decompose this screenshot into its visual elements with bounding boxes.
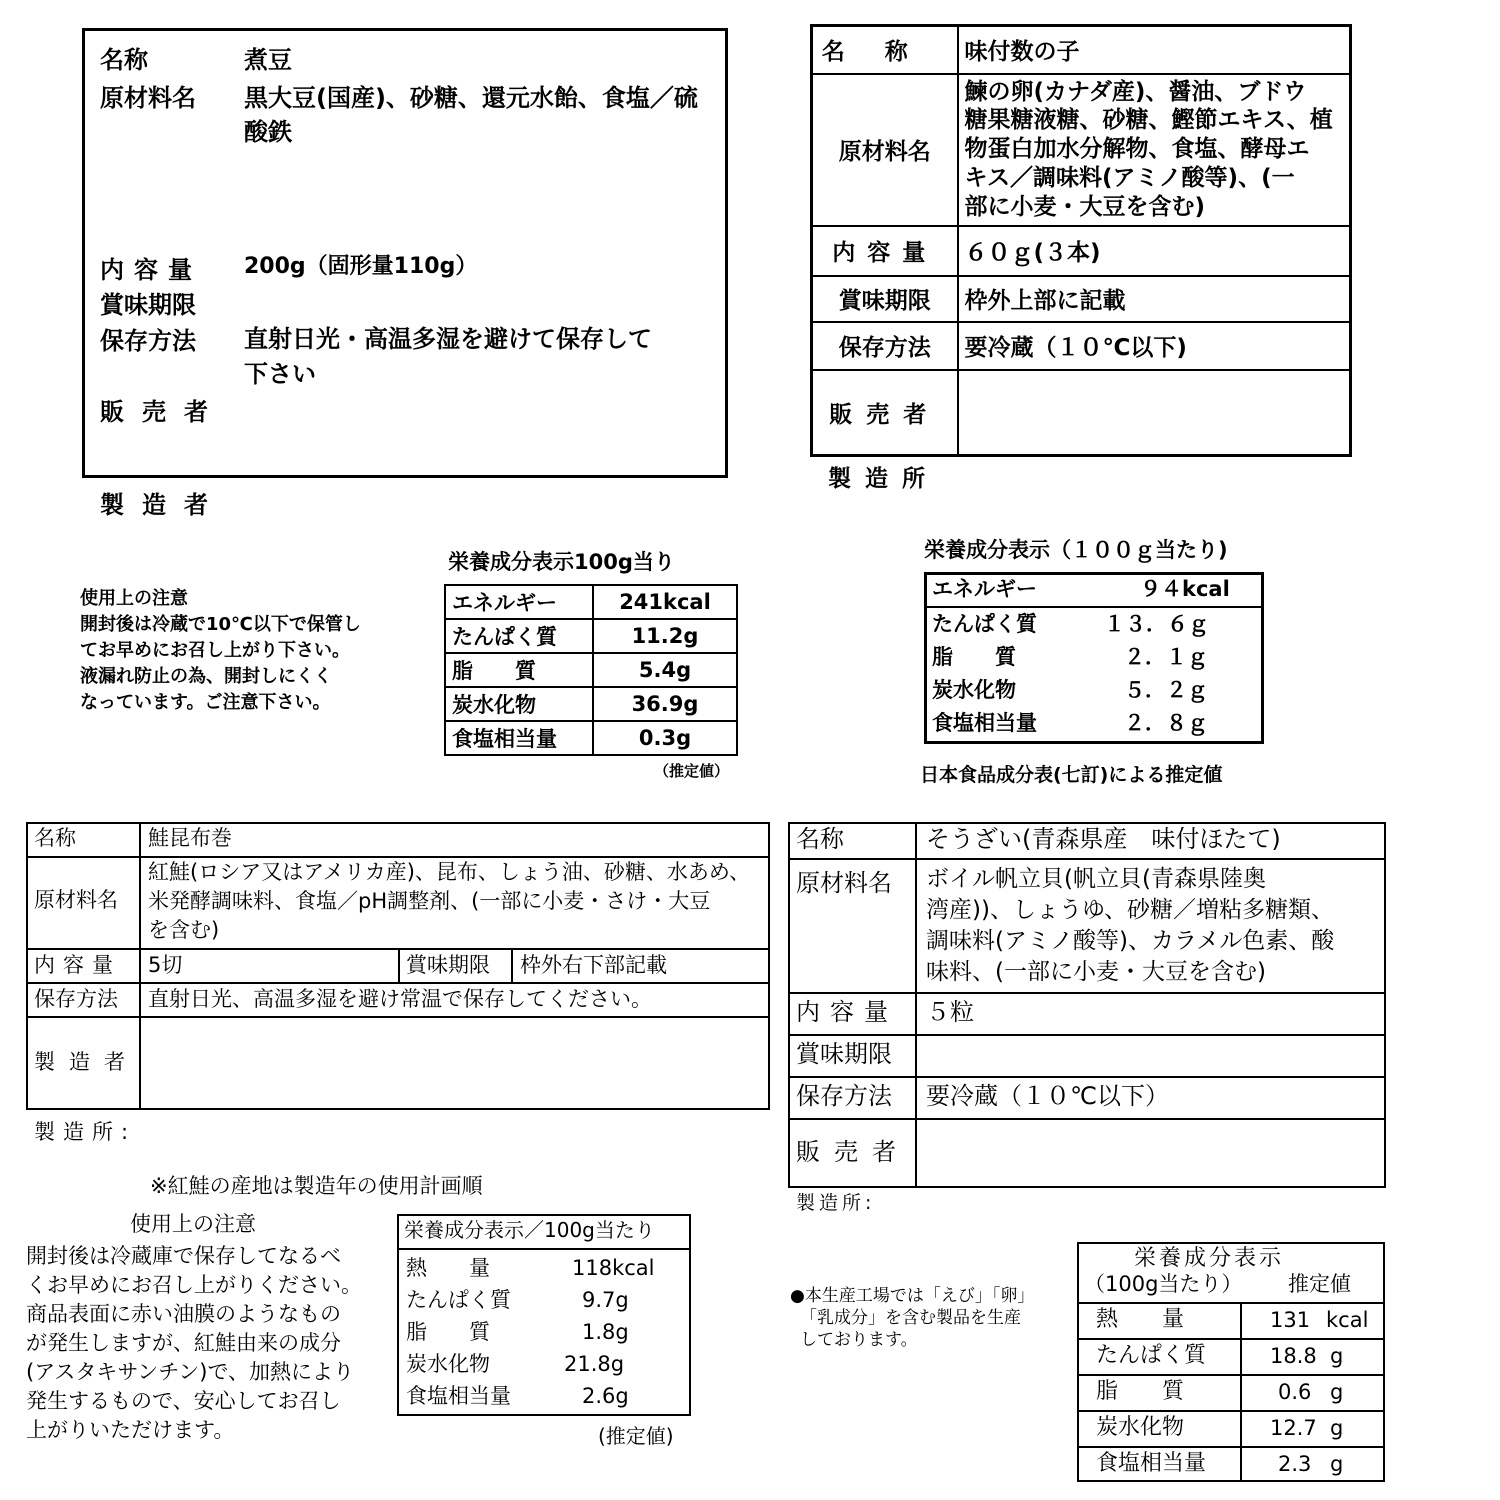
nutrition-value: 2.6g <box>582 1384 629 1408</box>
label-3-ingredients-label: 原材料名 <box>34 888 118 912</box>
nutrition-value: ２．８ｇ <box>1124 711 1208 735</box>
label-2-content: ６０ｇ(３本) <box>958 226 1351 276</box>
label-4-allergen-line2: 「乳成分」を含む製品を生産 <box>800 1308 1021 1328</box>
label-4-content-label: 内容量 <box>796 998 898 1026</box>
label-3-caution-line3: 商品表面に赤い油膜のようなもの <box>26 1302 341 1326</box>
table-row <box>445 687 737 721</box>
label-1-caution-line1: 開封後は冷蔵で10℃以下で保管し <box>80 614 361 635</box>
label-3-caution-line1: 開封後は冷蔵庫で保存してなるべ <box>26 1244 341 1268</box>
column-divider <box>915 822 917 1188</box>
nutrition-label: たんぱく質 <box>1096 1343 1207 1368</box>
label-1-best-before-label: 賞味期限 <box>100 291 196 319</box>
ingredients-line: 物蛋白加水分解物、食塩、酵母エ <box>964 136 1310 163</box>
nutrition-label: 食塩相当量 <box>445 721 593 755</box>
nutrition-unit: kcal <box>1326 1308 1369 1332</box>
label-1-caution-line2: てお早めにお召し上がり下さい。 <box>80 640 350 661</box>
label-1-name: 煮豆 <box>244 46 292 74</box>
nutrition-label: 炭水化物 <box>932 678 1016 702</box>
label-4-ingredients-line4: 味料、(一部に小麦・大豆を含む) <box>926 959 1266 985</box>
nutrition-label: 炭水化物 <box>445 687 593 721</box>
row-divider <box>26 856 770 858</box>
ingredients-line: 部に小麦・大豆を含む) <box>964 193 1206 220</box>
nutrition-label: 熱 量 <box>406 1256 490 1280</box>
label-4-ingredients-line2: 湾産))、しょうゆ、砂糖／増粘多糖類、 <box>926 897 1335 923</box>
column-divider <box>1240 1302 1242 1482</box>
row-divider <box>1077 1338 1385 1340</box>
column-divider <box>511 948 513 982</box>
label-4-name: そうざい(青森県産 味付ほたて) <box>926 825 1281 853</box>
nutrition-value: 9.7g <box>582 1288 629 1312</box>
nutrition-value: ９４kcal <box>1140 577 1230 601</box>
label-1-content: 200g（固形量110g） <box>244 254 478 279</box>
nutrition-label: 脂 質 <box>932 645 1016 669</box>
label-4-storage-label: 保存方法 <box>796 1082 892 1110</box>
row-divider <box>788 1034 1386 1036</box>
label-4-ingredients-label: 原材料名 <box>796 869 892 897</box>
ingredients-line: 糖果糖液糖、砂糖、鰹節エキス、植 <box>964 107 1333 134</box>
label-1-estimate: （推定値） <box>654 762 730 780</box>
label-1-caution-line4: なっています。ご注意下さい。 <box>80 692 331 713</box>
nutrition-label: たんぱく質 <box>445 619 593 653</box>
row-divider <box>26 982 770 984</box>
nutrition-value: 241kcal <box>593 585 737 619</box>
row-divider <box>788 992 1386 994</box>
table-row <box>445 721 737 755</box>
row-divider <box>1077 1446 1385 1448</box>
nutrition-unit: g <box>1330 1452 1344 1476</box>
label-3-factory-label: 製造所: <box>34 1120 137 1144</box>
row-divider <box>1077 1410 1385 1412</box>
label-3-estimate: (推定値) <box>598 1424 674 1448</box>
nutrition-label: 脂 質 <box>406 1320 490 1344</box>
nutrition-unit: g <box>1330 1380 1344 1404</box>
row-divider <box>788 1118 1386 1120</box>
ingredients-line: キス／調味料(アミノ酸等)、(一 <box>964 164 1295 191</box>
label-4-ingredients-line3: 調味料(アミノ酸等)、カラメル色素、酸 <box>926 928 1335 954</box>
label-2-best-before-label: 賞味期限 <box>812 276 958 322</box>
label-2-nutrition-title: 栄養成分表示（１００ｇ当たり) <box>924 538 1228 562</box>
nutrition-label: 食塩相当量 <box>1096 1451 1207 1476</box>
nutrition-value: 131 <box>1270 1308 1311 1332</box>
label-4-estimate: 推定値 <box>1288 1272 1351 1296</box>
table-row <box>445 653 737 687</box>
nutrition-value: ５．２ｇ <box>1124 678 1208 702</box>
label-1-maker-label: 製造者 <box>100 491 226 519</box>
label-4-ingredients-line1: ボイル帆立貝(帆立貝(青森県陸奥 <box>926 866 1266 892</box>
nutrition-value: 1.8g <box>582 1320 629 1344</box>
label-1-storage-line1: 直射日光・高温多湿を避けて保存して <box>244 325 652 353</box>
label-2-seller-label: 販売者 <box>812 370 958 456</box>
label-1-ingredients-label: 原材料名 <box>100 84 196 112</box>
row-divider <box>788 858 1386 860</box>
nutrition-label: 炭水化物 <box>1096 1415 1185 1440</box>
label-2-storage-label: 保存方法 <box>812 322 958 370</box>
label-3-caution-line7: 上がりいただけます。 <box>26 1418 235 1442</box>
nutrition-label: 熱 量 <box>1096 1307 1185 1332</box>
table-row <box>812 226 1351 276</box>
label-3-caution-title: 使用上の注意 <box>130 1212 256 1236</box>
label-2-best-before: 枠外上部に記載 <box>958 276 1351 322</box>
row-divider <box>26 1016 770 1018</box>
row-divider <box>1077 1374 1385 1376</box>
label-1-storage-label: 保存方法 <box>100 327 196 355</box>
nutrition-value: 18.8 <box>1270 1344 1317 1368</box>
label-2-content-label: 内容量 <box>812 226 958 276</box>
table-row <box>445 585 737 619</box>
column-divider <box>139 822 141 1110</box>
label-3-name: 鮭昆布巻 <box>148 826 232 850</box>
nutrition-label: たんぱく質 <box>932 612 1037 636</box>
label-2-nutrition-divider <box>924 606 1264 608</box>
nutrition-value: 21.8g <box>564 1352 625 1376</box>
label-4-allergen-line1: ●本生産工場では「えび」「卵」 <box>790 1286 1035 1306</box>
label-1-nutrition-table <box>444 584 738 756</box>
nutrition-label: エネルギー <box>445 585 593 619</box>
label-2-ingredients-label: 原材料名 <box>812 74 958 226</box>
nutrition-label: エネルギー <box>932 577 1037 601</box>
label-1-nutrition-title: 栄養成分表示100g当り <box>448 550 675 574</box>
label-4-allergen-line3: しております。 <box>800 1330 918 1350</box>
label-3-ingredients-line1: 紅鮭(ロシア又はアメリカ産)、昆布、しょう油、砂糖、水あめ、 <box>148 860 751 884</box>
nutrition-value: 5.4g <box>593 653 737 687</box>
nutrition-value: 36.9g <box>593 687 737 721</box>
label-1-storage-line2: 下さい <box>244 360 316 388</box>
label-3-maker-label: 製造者 <box>34 1050 139 1074</box>
row-divider <box>1077 1302 1385 1304</box>
label-3-nutrition-divider <box>397 1248 691 1250</box>
label-1-caution-title: 使用上の注意 <box>80 588 188 609</box>
label-3-storage: 直射日光、高温多湿を避け常温で保存してください。 <box>148 987 652 1011</box>
ingredients-line: 鰊の卵(カナダ産)、醤油、ブドウ <box>964 78 1307 105</box>
nutrition-label: 食塩相当量 <box>406 1384 511 1408</box>
label-4-nutrition-title: 栄養成分表示 <box>1134 1246 1285 1271</box>
label-2-name: 味付数の子 <box>958 26 1351 74</box>
label-4-factory-label: 製造所: <box>796 1192 876 1214</box>
label-1-ingredients-line1: 黒大豆(国産)、砂糖、還元水飴、食塩／硫 <box>244 84 698 112</box>
nutrition-unit: g <box>1330 1344 1344 1368</box>
label-2-note: 日本食品成分表(七訂)による推定値 <box>920 764 1223 786</box>
label-3-ingredients-line2: 米発酵調味料、食塩／pH調整剤、(一部に小麦・さけ・大豆 <box>148 889 711 913</box>
label-3-best-before-label: 賞味期限 <box>406 953 490 977</box>
label-3-caution-line2: くお早めにお召し上がりください。 <box>26 1273 362 1297</box>
column-divider <box>398 948 400 982</box>
nutrition-label: 炭水化物 <box>406 1352 490 1376</box>
label-3-ingredients-line3: を含む) <box>148 918 220 942</box>
label-3-storage-label: 保存方法 <box>34 987 118 1011</box>
nutrition-value: ２．１ｇ <box>1124 645 1208 669</box>
nutrition-value: 118kcal <box>572 1256 655 1280</box>
nutrition-value: 0.3g <box>593 721 737 755</box>
nutrition-label: たんぱく質 <box>406 1288 511 1312</box>
label-3-content-label: 内容量 <box>34 953 121 977</box>
nutrition-value: 2.3 <box>1278 1452 1312 1476</box>
label-2-factory-label: 製造所 <box>828 466 939 492</box>
label-4-content: ５粒 <box>926 998 974 1026</box>
label-1-content-label: 内容量 <box>100 256 202 284</box>
label-1-name-label: 名称 <box>100 46 148 74</box>
label-3-nutrition-title: 栄養成分表示／100g当たり <box>404 1218 655 1242</box>
nutrition-label: 脂 質 <box>445 653 593 687</box>
label-1-seller-label: 販売者 <box>100 398 226 426</box>
nutrition-label: 脂 質 <box>1096 1379 1185 1404</box>
label-3-best-before: 枠外右下部記載 <box>520 953 667 977</box>
label-4-name-label: 名称 <box>796 825 844 853</box>
label-4-storage: 要冷蔵（１０℃以下） <box>926 1082 1169 1110</box>
label-3-caution-line5: (アスタキサンチン)で、加熱により <box>26 1360 355 1384</box>
label-4-nutrition-sub: （100g当たり） <box>1084 1272 1243 1296</box>
label-2-seller <box>958 370 1351 456</box>
nutrition-value: 0.6 <box>1278 1380 1312 1404</box>
table-row <box>812 322 1351 370</box>
label-2-table <box>810 24 1352 457</box>
label-2-ingredients <box>958 74 1351 226</box>
label-1-caution-line3: 液漏れ防止の為、開封しにくく <box>80 666 332 687</box>
label-2-name-label: 名称 <box>812 26 958 74</box>
label-2-storage: 要冷蔵（１０℃以下) <box>958 322 1351 370</box>
table-row <box>812 26 1351 74</box>
label-3-caution-line4: が発生しますが、紅鮭由来の成分 <box>26 1331 341 1355</box>
row-divider <box>788 1076 1386 1078</box>
table-row <box>812 370 1351 456</box>
nutrition-value: 12.7 <box>1270 1416 1317 1440</box>
nutrition-value: １３．６ｇ <box>1104 612 1209 636</box>
table-row <box>445 619 737 653</box>
nutrition-value: 11.2g <box>593 619 737 653</box>
label-3-caution-line6: 発生するもので、安心してお召し <box>26 1389 341 1413</box>
label-3-content: 5切 <box>148 953 183 977</box>
nutrition-label: 食塩相当量 <box>932 711 1037 735</box>
label-4-best-before-label: 賞味期限 <box>796 1040 892 1068</box>
table-row <box>812 74 1351 226</box>
label-4-seller-label: 販売者 <box>796 1138 910 1166</box>
label-1-ingredients-line2: 酸鉄 <box>244 118 292 146</box>
nutrition-unit: g <box>1330 1416 1344 1440</box>
label-3-name-label: 名称 <box>34 826 76 850</box>
table-row <box>812 276 1351 322</box>
label-3-origin-note: ※紅鮭の産地は製造年の使用計画順 <box>150 1174 483 1198</box>
